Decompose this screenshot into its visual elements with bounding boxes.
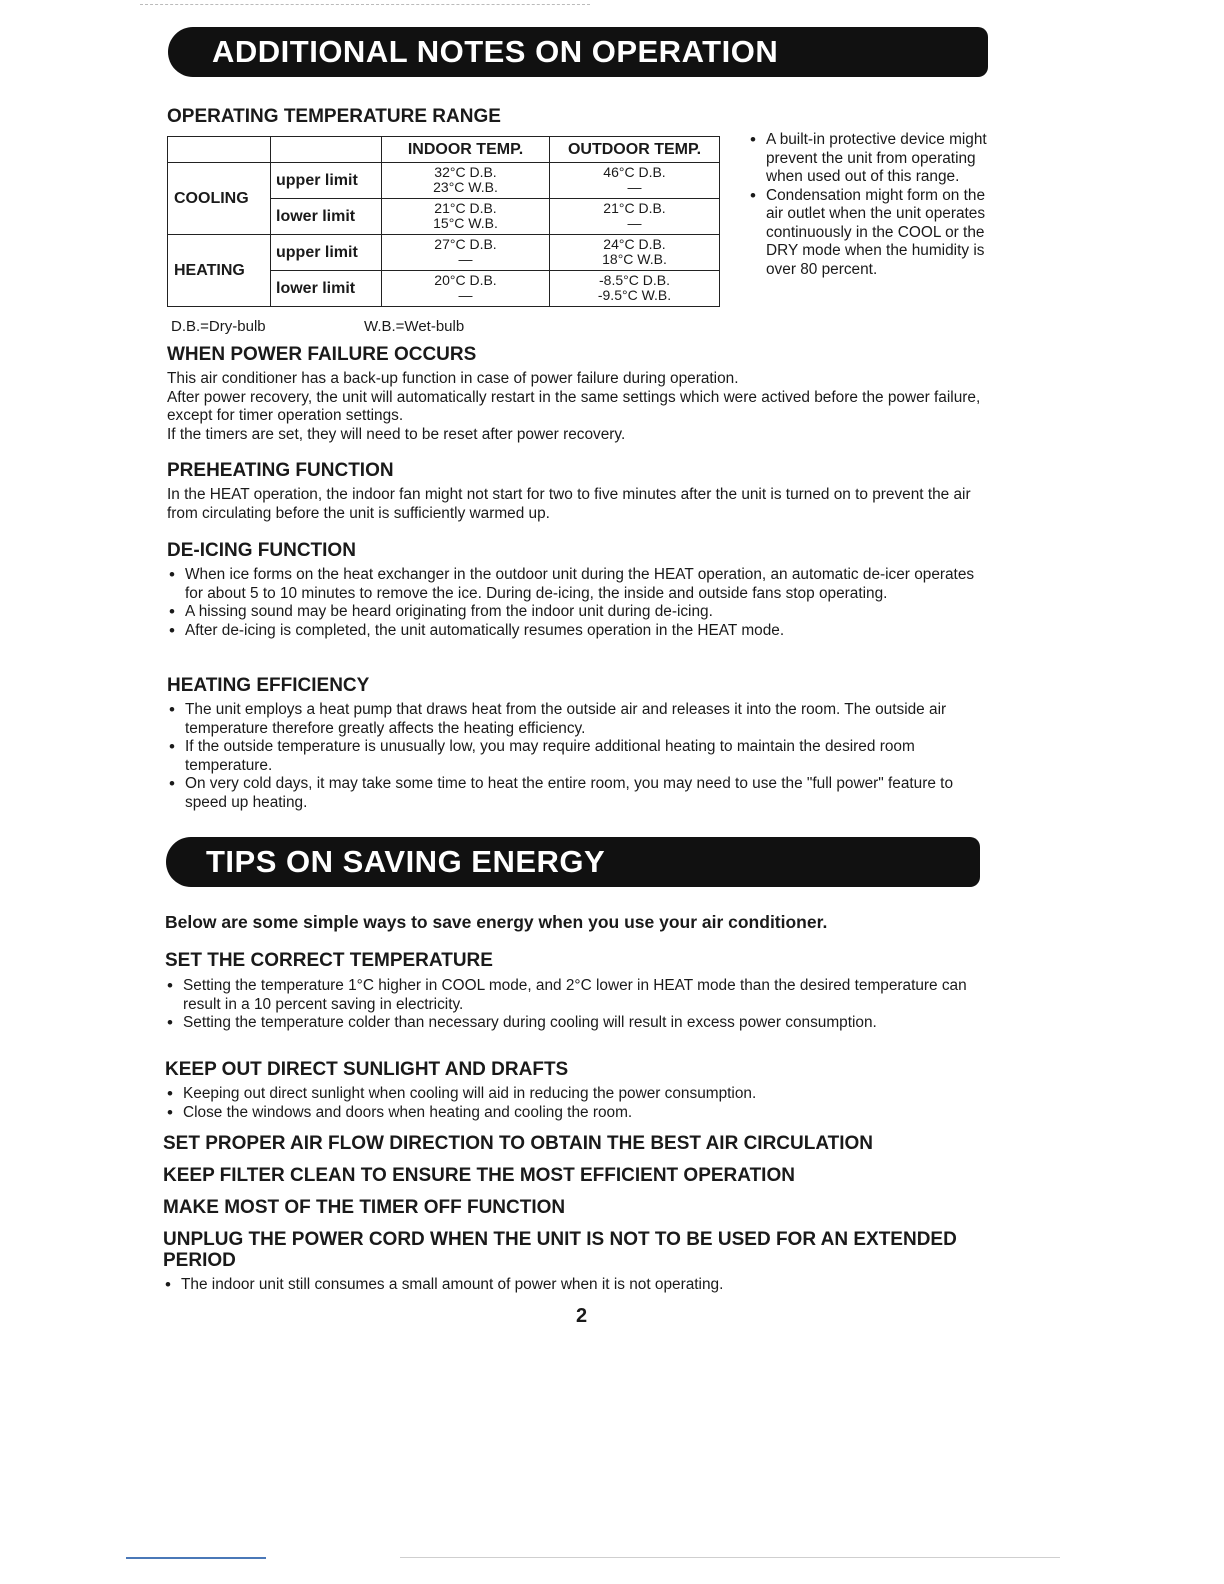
- heating-upper-outdoor: 24°C D.B. 18°C W.B.: [550, 235, 720, 271]
- filter-heading: KEEP FILTER CLEAN TO ENSURE THE MOST EFFICIENT OPERATION: [163, 1165, 795, 1186]
- top-divider: [140, 4, 590, 5]
- page-number: 2: [576, 1305, 588, 1327]
- legend-wet-bulb: W.B.=Wet-bulb: [364, 318, 465, 335]
- heating-upper-indoor: 27°C D.B. —: [382, 235, 550, 271]
- deicing-list: [167, 566, 985, 640]
- cooling-upper-indoor: 32°C D.B. 23°C W.B.: [382, 163, 550, 199]
- legend-dry-bulb: D.B.=Dry-bulb: [171, 318, 266, 335]
- row-heating: HEATING: [168, 235, 271, 307]
- banner-tips-saving-energy: [166, 837, 980, 887]
- heating-efficiency-list: [167, 701, 985, 812]
- cooling-lower-label: lower limit: [271, 199, 382, 235]
- col-outdoor: OUTDOOR TEMP.: [550, 137, 720, 163]
- list-item: • The indoor unit still consumes a small amount of power when it is not operating.: [163, 1276, 983, 1295]
- col-indoor: INDOOR TEMP.: [382, 137, 550, 163]
- side-note: • Condensation might form on the air outlet when the unit operates continuously in the COOL or the DRY mode when the humidity is over 80 percent.: [748, 187, 988, 280]
- list-item: • After de-icing is completed, the unit automatically resumes operation in the HEAT mode.: [167, 622, 985, 641]
- heating-lower-outdoor: -8.5°C D.B. -9.5°C W.B.: [550, 271, 720, 307]
- list-item: • Close the windows and doors when heating and cooling the room.: [165, 1104, 985, 1123]
- side-note: • A built-in protective device might prevent the unit from operating when used out of this range.: [748, 131, 988, 187]
- bottom-divider: [400, 1557, 1060, 1558]
- list-item: • On very cold days, it may take some time to heat the entire room, you may need to use the "full power" feature to speed up heating.: [167, 775, 985, 812]
- temperature-range-table: [167, 136, 720, 307]
- heating-efficiency-heading: HEATING EFFICIENCY: [167, 675, 370, 696]
- corner-cell: [168, 137, 271, 163]
- cooling-upper-outdoor: 46°C D.B. —: [550, 163, 720, 199]
- preheating-heading: PREHEATING FUNCTION: [167, 460, 394, 481]
- power-failure-heading: WHEN POWER FAILURE OCCURS: [167, 344, 477, 365]
- deicing-heading: DE-ICING FUNCTION: [167, 540, 356, 561]
- list-item: • When ice forms on the heat exchanger in the outdoor unit during the HEAT operation, an automatic de-icer operates for about 5 to 10 minutes to remove the ice. During de-icing, the inside and outside fans stop operating.: [167, 566, 985, 603]
- air-flow-heading: SET PROPER AIR FLOW DIRECTION TO OBTAIN THE BEST AIR CIRCULATION: [163, 1133, 874, 1154]
- cooling-lower-indoor: 21°C D.B. 15°C W.B.: [382, 199, 550, 235]
- sunlight-drafts-list: [165, 1085, 985, 1122]
- timer-heading: MAKE MOST OF THE TIMER OFF FUNCTION: [163, 1197, 566, 1218]
- list-item: • A hissing sound may be heard originating from the indoor unit during de-icing.: [167, 603, 985, 622]
- tips-intro: Below are some simple ways to save energy when you use your air conditioner.: [165, 912, 828, 932]
- correct-temperature-list: [165, 977, 985, 1033]
- correct-temperature-heading: SET THE CORRECT TEMPERATURE: [165, 950, 493, 971]
- list-item: • Keeping out direct sunlight when cooling will aid in reducing the power consumption.: [165, 1085, 985, 1104]
- range-side-notes: [748, 131, 988, 279]
- cooling-lower-outdoor: 21°C D.B. —: [550, 199, 720, 235]
- row-cooling: COOLING: [168, 163, 271, 235]
- corner-cell: [271, 137, 382, 163]
- preheating-text: In the HEAT operation, the indoor fan might not start for two to five minutes after the unit is turned on to prevent the air from circulating before the unit is sufficiently warmed up.: [167, 486, 971, 522]
- list-item: • If the outside temperature is unusually low, you may require additional heating to maintain the desired room temperature.: [167, 738, 985, 775]
- list-item: • Setting the temperature 1°C higher in COOL mode, and 2°C lower in HEAT mode than the desired temperature can result in a 10 percent saving in electricity.: [165, 977, 985, 1014]
- banner-title: TIPS ON SAVING ENERGY: [206, 844, 606, 879]
- bottom-accent-line: [126, 1557, 266, 1559]
- cooling-upper-label: upper limit: [271, 163, 382, 199]
- list-item: • Setting the temperature colder than necessary during cooling will result in excess power consumption.: [165, 1014, 985, 1033]
- unplug-list: [163, 1276, 983, 1295]
- list-item: • The unit employs a heat pump that draws heat from the outside air and releases it into the room. The outside air temperature therefore greatly affects the heating efficiency.: [167, 701, 985, 738]
- sunlight-drafts-heading: KEEP OUT DIRECT SUNLIGHT AND DRAFTS: [165, 1059, 569, 1080]
- banner-title: ADDITIONAL NOTES ON OPERATION: [212, 34, 779, 69]
- power-failure-text: This air conditioner has a back-up function in case of power failure during operation. After power recovery, the unit will automatically restart in the same settings which were actived before the power failure, except for timer operation settings. If the timers are set, they will need to be reset after power recovery.: [167, 370, 981, 443]
- heating-lower-indoor: 20°C D.B. —: [382, 271, 550, 307]
- heating-lower-label: lower limit: [271, 271, 382, 307]
- unplug-heading: UNPLUG THE POWER CORD WHEN THE UNIT IS NOT TO BE USED FOR AN EXTENDED PERIOD: [163, 1229, 957, 1271]
- heating-upper-label: upper limit: [271, 235, 382, 271]
- operating-range-heading: OPERATING TEMPERATURE RANGE: [167, 106, 501, 127]
- banner-additional-notes: [168, 27, 988, 77]
